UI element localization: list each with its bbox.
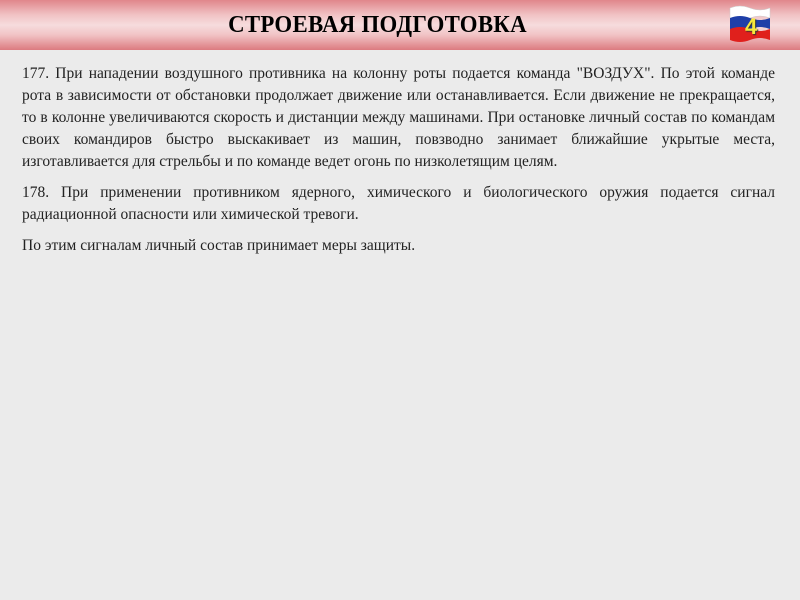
slide-title: СТРОЕВАЯ ПОДГОТОВКА (228, 12, 527, 38)
slide-header (0, 0, 800, 50)
slide-content (22, 63, 775, 266)
paragraph-protection: По этим сигналам личный состав принимает меры защиты. (22, 237, 416, 254)
paragraph-177: 177. При нападении воздушного противника на колонну роты подается команда "ВОЗДУХ". По этой команде рота в зависимости от обстановки продолжает движение или останавливается. Если движение не прекращается, то в колонне увеличиваются скорость и дистанции между машинами. При остановке личный состав по командам своих командиров быстро выскакивает из машин, повзводно занимает ближайшие укрытые места, изготавливается для стрельбы и по команде ведет огонь по низколетящим целям. (22, 65, 775, 170)
paragraph-178: 178. При применении противником ядерного, химического и биологического оружия подается сигнал радиационной опасности или химической тревоги. (22, 184, 775, 223)
slide-number-badge: 4 (745, 14, 758, 39)
